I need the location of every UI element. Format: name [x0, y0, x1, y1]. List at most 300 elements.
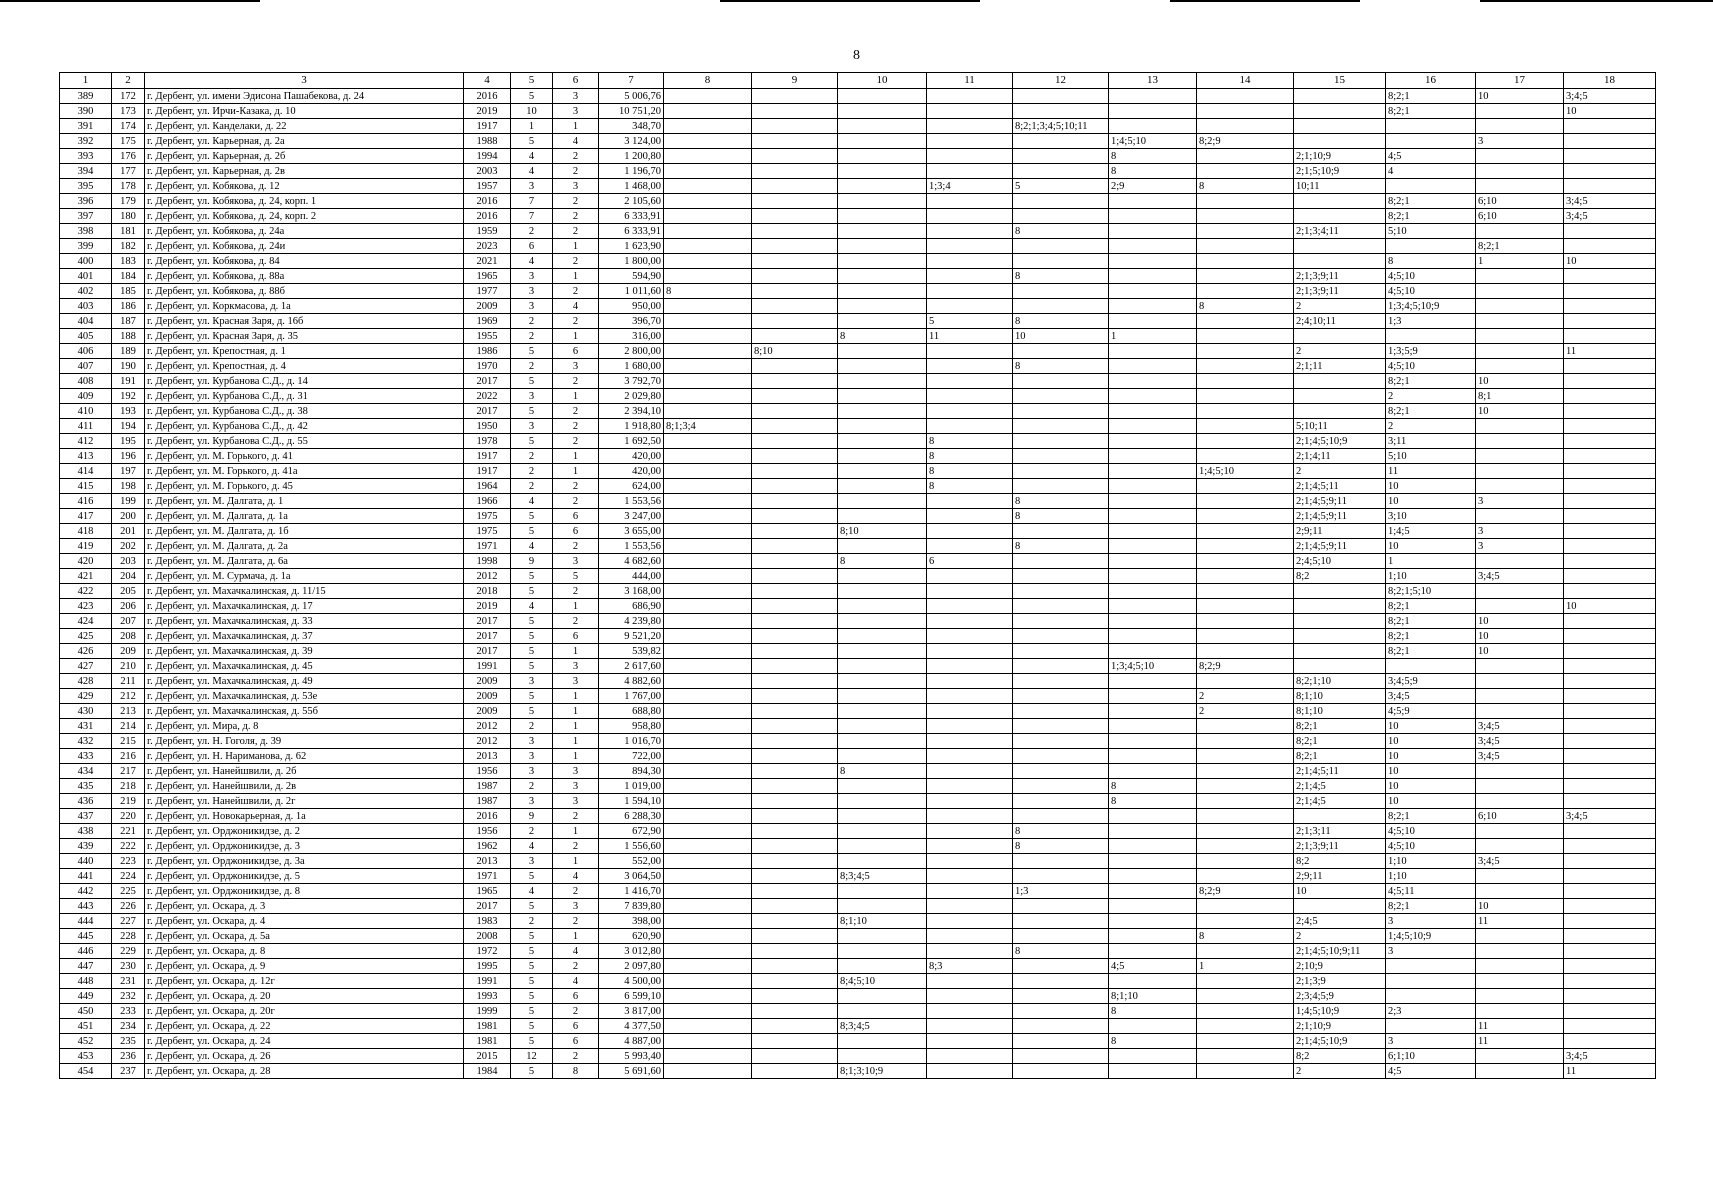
- cell-col-7: 4 887,00: [599, 1034, 664, 1049]
- cell-col-4: 1999: [464, 1004, 511, 1019]
- cell-col-11: [927, 839, 1013, 854]
- cell-col-13: [1109, 524, 1197, 539]
- cell-col-8: [664, 959, 752, 974]
- cell-col-2: 192: [112, 389, 145, 404]
- cell-col-9: [752, 464, 838, 479]
- cell-col-12: [1013, 1064, 1109, 1079]
- cell-col-3: г. Дербент, ул. Курбанова С.Д., д. 38: [145, 404, 464, 419]
- cell-col-12: [1013, 599, 1109, 614]
- cell-col-1: 398: [60, 224, 112, 239]
- cell-col-3: г. Дербент, ул. Курбанова С.Д., д. 14: [145, 374, 464, 389]
- cell-col-10: [838, 989, 927, 1004]
- cell-col-16: 3;11: [1386, 434, 1476, 449]
- cell-col-8: [664, 104, 752, 119]
- cell-col-11: [927, 1004, 1013, 1019]
- cell-col-12: [1013, 194, 1109, 209]
- table-row: [60, 734, 1656, 749]
- cell-col-7: 950,00: [599, 299, 664, 314]
- cell-col-16: 10: [1386, 734, 1476, 749]
- cell-col-1: 436: [60, 794, 112, 809]
- cell-col-16: 10: [1386, 794, 1476, 809]
- cell-col-10: [838, 599, 927, 614]
- cell-col-2: 214: [112, 719, 145, 734]
- cell-col-3: г. Дербент, ул. Оскара, д. 28: [145, 1064, 464, 1079]
- cell-col-12: [1013, 794, 1109, 809]
- table-row: [60, 224, 1656, 239]
- cell-col-5: 2: [511, 779, 553, 794]
- cell-col-18: [1564, 314, 1656, 329]
- cell-col-12: [1013, 1019, 1109, 1034]
- cell-col-1: 433: [60, 749, 112, 764]
- cell-col-3: г. Дербент, ул. Нанейшвили, д. 2г: [145, 794, 464, 809]
- cell-col-5: 5: [511, 1034, 553, 1049]
- cell-col-7: 6 288,30: [599, 809, 664, 824]
- cell-col-10: [838, 569, 927, 584]
- cell-col-4: 1984: [464, 1064, 511, 1079]
- cell-col-10: [838, 629, 927, 644]
- cell-col-3: г. Дербент, ул. Нанейшвили, д. 2в: [145, 779, 464, 794]
- cell-col-13: [1109, 899, 1197, 914]
- cell-col-8: [664, 479, 752, 494]
- cell-col-11: [927, 194, 1013, 209]
- cell-col-14: [1197, 434, 1294, 449]
- cell-col-7: 1 556,60: [599, 839, 664, 854]
- cell-col-9: [752, 134, 838, 149]
- cell-col-7: 6 599,10: [599, 989, 664, 1004]
- cell-col-9: [752, 1034, 838, 1049]
- cell-col-17: [1476, 119, 1564, 134]
- column-header-13: 13: [1109, 73, 1197, 89]
- cell-col-2: 225: [112, 884, 145, 899]
- cell-col-2: 173: [112, 104, 145, 119]
- cell-col-9: [752, 689, 838, 704]
- cell-col-7: 6 333,91: [599, 224, 664, 239]
- cell-col-7: 4 882,60: [599, 674, 664, 689]
- cell-col-12: [1013, 569, 1109, 584]
- cell-col-2: 180: [112, 209, 145, 224]
- cell-col-1: 442: [60, 884, 112, 899]
- cell-col-9: [752, 584, 838, 599]
- cell-col-15: 2;1;10;9: [1294, 149, 1386, 164]
- cell-col-14: [1197, 599, 1294, 614]
- cell-col-2: 172: [112, 89, 145, 104]
- cell-col-10: [838, 824, 927, 839]
- cell-col-16: 3: [1386, 1034, 1476, 1049]
- cell-col-6: 4: [553, 869, 599, 884]
- cell-col-10: [838, 314, 927, 329]
- cell-col-5: 5: [511, 614, 553, 629]
- cell-col-18: [1564, 239, 1656, 254]
- cell-col-2: 215: [112, 734, 145, 749]
- cell-col-1: 406: [60, 344, 112, 359]
- cell-col-2: 207: [112, 614, 145, 629]
- cell-col-13: 4;5: [1109, 959, 1197, 974]
- cell-col-10: 8: [838, 554, 927, 569]
- cell-col-15: 8;2: [1294, 569, 1386, 584]
- cell-col-12: [1013, 734, 1109, 749]
- cell-col-18: [1564, 164, 1656, 179]
- cell-col-8: 8;1;3;4: [664, 419, 752, 434]
- cell-col-1: 425: [60, 629, 112, 644]
- cell-col-15: [1294, 119, 1386, 134]
- cell-col-13: [1109, 194, 1197, 209]
- cell-col-15: 2: [1294, 929, 1386, 944]
- cell-col-16: [1386, 134, 1476, 149]
- cell-col-16: 8;2;1: [1386, 194, 1476, 209]
- cell-col-11: [927, 209, 1013, 224]
- column-header-3: 3: [145, 73, 464, 89]
- cell-col-11: [927, 659, 1013, 674]
- cell-col-8: [664, 824, 752, 839]
- cell-col-6: 6: [553, 1019, 599, 1034]
- column-header-7: 7: [599, 73, 664, 89]
- cell-col-15: [1294, 404, 1386, 419]
- cell-col-5: 5: [511, 89, 553, 104]
- table-row: [60, 464, 1656, 479]
- cell-col-7: 3 655,00: [599, 524, 664, 539]
- cell-col-15: [1294, 584, 1386, 599]
- cell-col-12: [1013, 344, 1109, 359]
- cell-col-14: [1197, 734, 1294, 749]
- cell-col-2: 195: [112, 434, 145, 449]
- cell-col-7: 396,70: [599, 314, 664, 329]
- cell-col-17: [1476, 869, 1564, 884]
- cell-col-8: [664, 374, 752, 389]
- cell-col-16: [1386, 329, 1476, 344]
- cell-col-7: 539,82: [599, 644, 664, 659]
- cell-col-12: [1013, 254, 1109, 269]
- cell-col-5: 5: [511, 659, 553, 674]
- cell-col-18: [1564, 464, 1656, 479]
- cell-col-12: [1013, 299, 1109, 314]
- cell-col-3: г. Дербент, ул. Кобякова, д. 84: [145, 254, 464, 269]
- cell-col-17: [1476, 764, 1564, 779]
- table-row: [60, 884, 1656, 899]
- cell-col-6: 2: [553, 1004, 599, 1019]
- table-row: [60, 704, 1656, 719]
- cell-col-5: 12: [511, 1049, 553, 1064]
- cell-col-7: 1 767,00: [599, 689, 664, 704]
- cell-col-3: г. Дербент, ул. Кобякова, д. 88б: [145, 284, 464, 299]
- cell-col-10: [838, 344, 927, 359]
- cell-col-1: 439: [60, 839, 112, 854]
- cell-col-2: 183: [112, 254, 145, 269]
- cell-col-13: [1109, 479, 1197, 494]
- cell-col-14: [1197, 239, 1294, 254]
- cell-col-10: [838, 584, 927, 599]
- cell-col-9: [752, 209, 838, 224]
- cell-col-1: 421: [60, 569, 112, 584]
- cell-col-15: [1294, 374, 1386, 389]
- cell-col-16: 2;3: [1386, 1004, 1476, 1019]
- cell-col-12: [1013, 524, 1109, 539]
- cell-col-15: 8;2: [1294, 854, 1386, 869]
- cell-col-11: [927, 809, 1013, 824]
- cell-col-10: [838, 179, 927, 194]
- cell-col-18: [1564, 494, 1656, 509]
- cell-col-13: 1: [1109, 329, 1197, 344]
- column-header-6: 6: [553, 73, 599, 89]
- cell-col-18: [1564, 299, 1656, 314]
- cell-col-1: 424: [60, 614, 112, 629]
- cell-col-12: 8: [1013, 539, 1109, 554]
- cell-col-17: [1476, 584, 1564, 599]
- cell-col-11: [927, 989, 1013, 1004]
- cell-col-14: [1197, 404, 1294, 419]
- table-row: [60, 404, 1656, 419]
- cell-col-17: [1476, 179, 1564, 194]
- cell-col-11: [927, 794, 1013, 809]
- cell-col-14: 8;2;9: [1197, 659, 1294, 674]
- cell-col-6: 3: [553, 554, 599, 569]
- cell-col-3: г. Дербент, ул. Орджоникидзе, д. 3а: [145, 854, 464, 869]
- cell-col-4: 2016: [464, 809, 511, 824]
- cell-col-14: [1197, 269, 1294, 284]
- cell-col-5: 5: [511, 944, 553, 959]
- cell-col-5: 5: [511, 959, 553, 974]
- cell-col-14: [1197, 854, 1294, 869]
- cell-col-13: [1109, 569, 1197, 584]
- cell-col-4: 1966: [464, 494, 511, 509]
- cell-col-1: 413: [60, 449, 112, 464]
- top-rule-left: [0, 0, 260, 2]
- cell-col-13: [1109, 869, 1197, 884]
- cell-col-3: г. Дербент, ул. Н. Нариманова, д. 62: [145, 749, 464, 764]
- cell-col-8: [664, 134, 752, 149]
- cell-col-8: [664, 734, 752, 749]
- cell-col-3: г. Дербент, ул. М. Далгата, д. 1а: [145, 509, 464, 524]
- cell-col-10: [838, 104, 927, 119]
- cell-col-5: 5: [511, 569, 553, 584]
- cell-col-4: 2021: [464, 254, 511, 269]
- cell-col-3: г. Дербент, ул. Красная Заря, д. 35: [145, 329, 464, 344]
- cell-col-11: 6: [927, 554, 1013, 569]
- cell-col-5: 2: [511, 449, 553, 464]
- cell-col-4: 2019: [464, 104, 511, 119]
- cell-col-4: 2009: [464, 704, 511, 719]
- cell-col-13: [1109, 644, 1197, 659]
- cell-col-2: 218: [112, 779, 145, 794]
- cell-col-9: [752, 794, 838, 809]
- cell-col-1: 407: [60, 359, 112, 374]
- cell-col-3: г. Дербент, ул. Курбанова С.Д., д. 55: [145, 434, 464, 449]
- cell-col-13: 2;9: [1109, 179, 1197, 194]
- table-row: [60, 1049, 1656, 1064]
- cell-col-2: 220: [112, 809, 145, 824]
- cell-col-12: 8: [1013, 494, 1109, 509]
- cell-col-5: 2: [511, 719, 553, 734]
- cell-col-12: [1013, 284, 1109, 299]
- cell-col-18: [1564, 584, 1656, 599]
- cell-col-1: 410: [60, 404, 112, 419]
- cell-col-4: 1978: [464, 434, 511, 449]
- cell-col-7: 1 019,00: [599, 779, 664, 794]
- cell-col-16: 8;2;1: [1386, 629, 1476, 644]
- cell-col-11: [927, 644, 1013, 659]
- cell-col-7: 3 817,00: [599, 1004, 664, 1019]
- cell-col-6: 2: [553, 224, 599, 239]
- cell-col-10: [838, 209, 927, 224]
- column-header-10: 10: [838, 73, 927, 89]
- cell-col-11: [927, 914, 1013, 929]
- cell-col-3: г. Дербент, ул. Коркмасова, д. 1а: [145, 299, 464, 314]
- cell-col-5: 5: [511, 584, 553, 599]
- cell-col-5: 5: [511, 644, 553, 659]
- cell-col-12: [1013, 149, 1109, 164]
- cell-col-14: [1197, 119, 1294, 134]
- cell-col-17: [1476, 149, 1564, 164]
- cell-col-15: [1294, 644, 1386, 659]
- cell-col-15: [1294, 239, 1386, 254]
- cell-col-4: 2016: [464, 89, 511, 104]
- table-row: [60, 389, 1656, 404]
- cell-col-6: 2: [553, 164, 599, 179]
- cell-col-5: 2: [511, 329, 553, 344]
- cell-col-3: г. Дербент, ул. М. Далгата, д. 6а: [145, 554, 464, 569]
- cell-col-3: г. Дербент, ул. Оскара, д. 20г: [145, 1004, 464, 1019]
- cell-col-11: [927, 344, 1013, 359]
- cell-col-11: [927, 89, 1013, 104]
- cell-col-16: 4;5;11: [1386, 884, 1476, 899]
- cell-col-15: 2: [1294, 299, 1386, 314]
- cell-col-17: 11: [1476, 914, 1564, 929]
- cell-col-5: 5: [511, 374, 553, 389]
- cell-col-2: 222: [112, 839, 145, 854]
- cell-col-8: 8: [664, 284, 752, 299]
- cell-col-11: [927, 494, 1013, 509]
- cell-col-18: 3;4;5: [1564, 209, 1656, 224]
- cell-col-8: [664, 1004, 752, 1019]
- cell-col-8: [664, 194, 752, 209]
- cell-col-14: [1197, 419, 1294, 434]
- cell-col-7: 894,30: [599, 764, 664, 779]
- cell-col-2: 211: [112, 674, 145, 689]
- cell-col-1: 438: [60, 824, 112, 839]
- cell-col-14: [1197, 584, 1294, 599]
- cell-col-5: 5: [511, 434, 553, 449]
- cell-col-2: 177: [112, 164, 145, 179]
- cell-col-12: 8: [1013, 509, 1109, 524]
- cell-col-13: [1109, 854, 1197, 869]
- cell-col-4: 1993: [464, 989, 511, 1004]
- cell-col-7: 420,00: [599, 449, 664, 464]
- cell-col-11: [927, 569, 1013, 584]
- cell-col-13: [1109, 764, 1197, 779]
- cell-col-2: 178: [112, 179, 145, 194]
- cell-col-5: 2: [511, 359, 553, 374]
- cell-col-7: 3 012,80: [599, 944, 664, 959]
- cell-col-18: [1564, 449, 1656, 464]
- cell-col-18: [1564, 434, 1656, 449]
- cell-col-17: [1476, 989, 1564, 1004]
- cell-col-1: 427: [60, 659, 112, 674]
- table-row: [60, 1019, 1656, 1034]
- cell-col-15: 2;1;5;10;9: [1294, 164, 1386, 179]
- cell-col-16: 8;2;1: [1386, 209, 1476, 224]
- cell-col-5: 5: [511, 869, 553, 884]
- cell-col-13: [1109, 314, 1197, 329]
- cell-col-3: г. Дербент, ул. М. Горького, д. 41а: [145, 464, 464, 479]
- cell-col-16: 10: [1386, 749, 1476, 764]
- cell-col-12: 8: [1013, 839, 1109, 854]
- top-rule-right-1: [1170, 0, 1360, 2]
- cell-col-6: 6: [553, 1034, 599, 1049]
- cell-col-6: 1: [553, 689, 599, 704]
- cell-col-10: [838, 854, 927, 869]
- cell-col-8: [664, 989, 752, 1004]
- cell-col-15: 2: [1294, 344, 1386, 359]
- cell-col-13: [1109, 209, 1197, 224]
- cell-col-17: [1476, 704, 1564, 719]
- table-row: [60, 974, 1656, 989]
- cell-col-13: [1109, 509, 1197, 524]
- cell-col-18: [1564, 689, 1656, 704]
- cell-col-2: 203: [112, 554, 145, 569]
- cell-col-17: 1: [1476, 254, 1564, 269]
- cell-col-15: [1294, 89, 1386, 104]
- table-row: [60, 344, 1656, 359]
- cell-col-1: 415: [60, 479, 112, 494]
- cell-col-3: г. Дербент, ул. Оскара, д. 5а: [145, 929, 464, 944]
- cell-col-15: [1294, 659, 1386, 674]
- cell-col-6: 2: [553, 314, 599, 329]
- cell-col-15: 8;1;10: [1294, 704, 1386, 719]
- cell-col-6: 2: [553, 614, 599, 629]
- top-rule-right-2: [1480, 0, 1713, 2]
- cell-col-3: г. Дербент, ул. Кобякова, д. 24и: [145, 239, 464, 254]
- cell-col-12: [1013, 1034, 1109, 1049]
- cell-col-11: [927, 824, 1013, 839]
- cell-col-18: [1564, 674, 1656, 689]
- cell-col-17: 10: [1476, 374, 1564, 389]
- cell-col-7: 1 918,80: [599, 419, 664, 434]
- cell-col-15: 2;3;4;5;9: [1294, 989, 1386, 1004]
- cell-col-6: 2: [553, 194, 599, 209]
- table-row: [60, 569, 1656, 584]
- cell-col-8: [664, 1049, 752, 1064]
- cell-col-8: [664, 389, 752, 404]
- cell-col-3: г. Дербент, ул. Махачкалинская, д. 39: [145, 644, 464, 659]
- cell-col-9: [752, 974, 838, 989]
- cell-col-11: [927, 299, 1013, 314]
- cell-col-5: 4: [511, 494, 553, 509]
- cell-col-10: [838, 299, 927, 314]
- cell-col-13: [1109, 914, 1197, 929]
- cell-col-4: 1987: [464, 794, 511, 809]
- cell-col-8: [664, 539, 752, 554]
- cell-col-2: 188: [112, 329, 145, 344]
- cell-col-8: [664, 839, 752, 854]
- cell-col-7: 4 377,50: [599, 1019, 664, 1034]
- cell-col-11: [927, 284, 1013, 299]
- cell-col-3: г. Дербент, ул. имени Эдисона Пашабекова, д. 24: [145, 89, 464, 104]
- cell-col-11: [927, 1019, 1013, 1034]
- cell-col-3: г. Дербент, ул. Махачкалинская, д. 45: [145, 659, 464, 674]
- cell-col-10: 8: [838, 329, 927, 344]
- cell-col-10: 8: [838, 764, 927, 779]
- cell-col-2: 175: [112, 134, 145, 149]
- cell-col-14: [1197, 944, 1294, 959]
- cell-col-4: 2012: [464, 734, 511, 749]
- cell-col-9: [752, 164, 838, 179]
- cell-col-18: 11: [1564, 1064, 1656, 1079]
- cell-col-6: 3: [553, 779, 599, 794]
- cell-col-5: 5: [511, 524, 553, 539]
- cell-col-8: [664, 464, 752, 479]
- cell-col-15: [1294, 134, 1386, 149]
- cell-col-18: 3;4;5: [1564, 89, 1656, 104]
- cell-col-17: [1476, 839, 1564, 854]
